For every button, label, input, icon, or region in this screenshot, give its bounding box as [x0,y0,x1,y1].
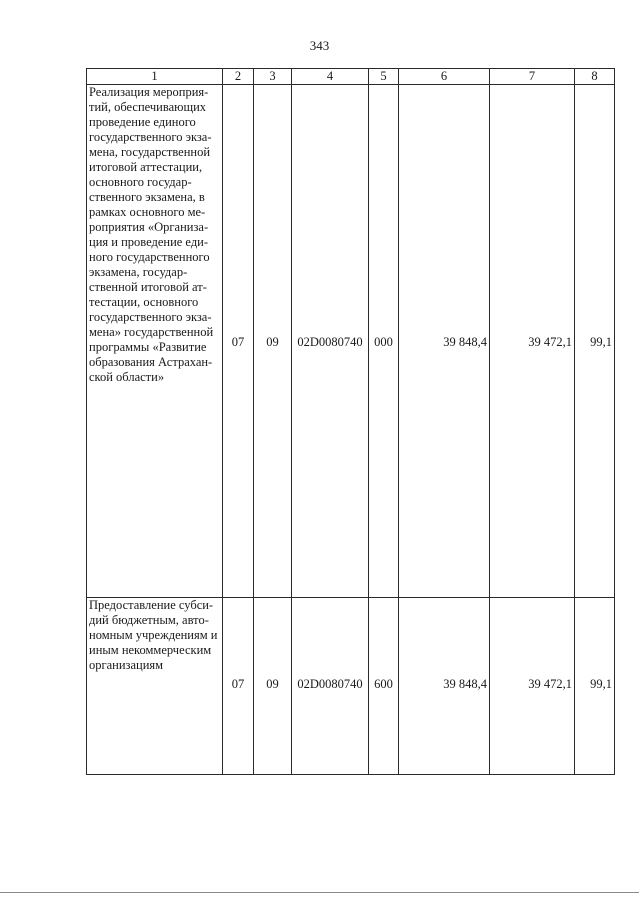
header-cell: 2 [223,69,254,85]
cell-fact: 39 472,1 [490,598,575,775]
page-bottom-edge [0,892,639,893]
cell-rz: 07 [223,85,254,598]
cell-csr: 02D0080740 [292,85,369,598]
header-cell: 5 [369,69,399,85]
row-description: Предоставление субси-дий бюджетным, авто-номным учреждениям и иным некоммерческим организациям [87,598,223,775]
cell-csr: 02D0080740 [292,598,369,775]
cell-vr: 000 [369,85,399,598]
cell-rz: 07 [223,598,254,775]
header-cell: 8 [575,69,615,85]
budget-table [86,68,615,775]
cell-pr: 09 [254,85,292,598]
header-cell: 1 [87,69,223,85]
header-cell: 6 [399,69,490,85]
header-cell: 4 [292,69,369,85]
row-description: Реализация мероприя-тий, обеспечивающих проведение единого государственного экза-мена, государственной итоговой аттестации, основного государ-ственного экзамена, в рамках основного ме-роприятия «Организа-ция и проведение еди-ного государственного экзамена, государ-ственной итоговой ат-тестации, основного государственного экза-мена» государственной программы «Развитие образования Астрахан-ской области» [87,85,223,598]
page-number: 343 [309,38,330,53]
cell-percent: 99,1 [575,598,615,775]
table-row [87,598,615,775]
header-cell: 7 [490,69,575,85]
header-cell: 3 [254,69,292,85]
table-row [87,85,615,598]
table-header-row [87,69,615,85]
cell-fact: 39 472,1 [490,85,575,598]
cell-vr: 600 [369,598,399,775]
cell-percent: 99,1 [575,85,615,598]
cell-pr: 09 [254,598,292,775]
cell-plan: 39 848,4 [399,85,490,598]
cell-plan: 39 848,4 [399,598,490,775]
